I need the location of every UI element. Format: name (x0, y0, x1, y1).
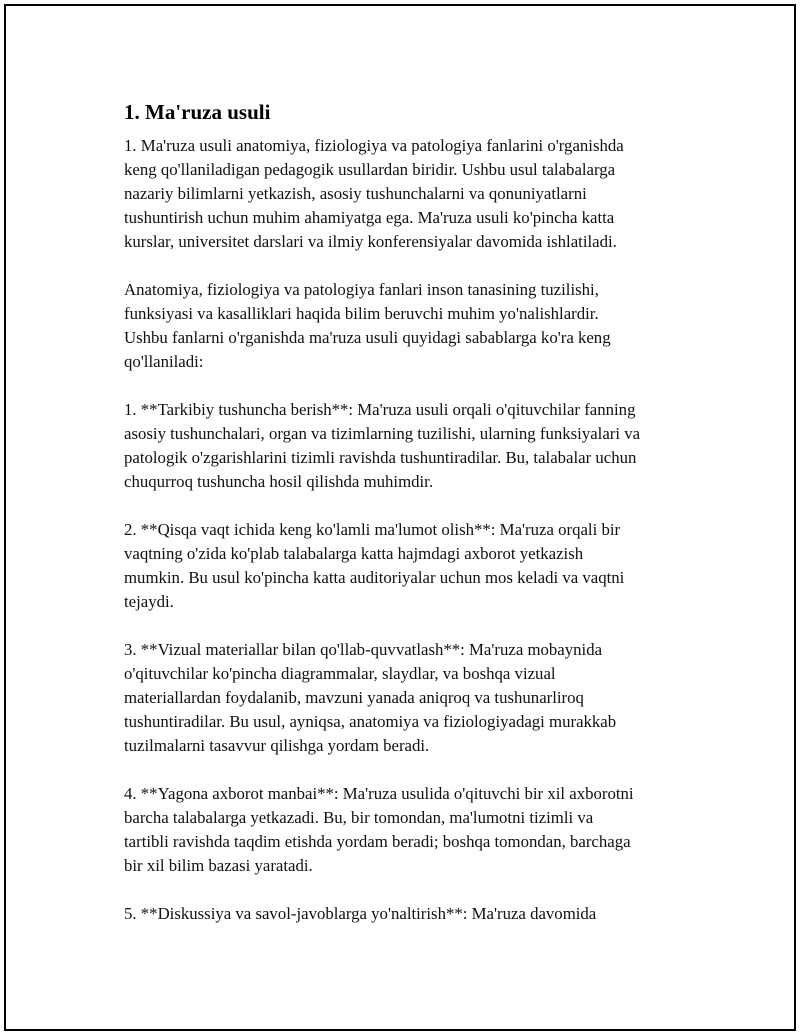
text-line: 4. **Yagona axborot manbai**: Ma'ruza usulida o'qituvchi bir xil axborotni (124, 784, 634, 803)
text-line: tushuntirish uchun muhim ahamiyatga ega. Ma'ruza usuli ko'pincha katta (124, 208, 615, 227)
list-item-4 (124, 782, 704, 878)
text-line: Anatomiya, fiziologiya va patologiya fanlari inson tanasining tuzilishi, (124, 280, 599, 299)
text-line: nazariy bilimlarni yetkazish, asosiy tushunchalarni va qonuniyatlarni (124, 184, 587, 203)
text-line: asosiy tushunchalari, organ va tizimlarning tuzilishi, ularning funksiyalari va (124, 424, 641, 443)
document-title: 1. Ma'ruza usuli (124, 100, 271, 124)
text-line: qo'llaniladi: (124, 352, 204, 371)
text-line: 1. Ma'ruza usuli anatomiya, fiziologiya va patologiya fanlarini o'rganishda (124, 136, 624, 155)
text-line: 3. **Vizual materiallar bilan qo'llab-quvvatlash**: Ma'ruza mobaynida (124, 640, 603, 659)
paragraph-context (124, 278, 704, 374)
text-line: funksiyasi va kasalliklari haqida bilim beruvchi muhim yo'nalishlardir. (124, 304, 599, 323)
text-line: 5. **Diskussiya va savol-javoblarga yo'naltirish**: Ma'ruza davomida (124, 904, 597, 923)
text-line: 1. **Tarkibiy tushuncha berish**: Ma'ruza usuli orqali o'qituvchilar fanning (124, 400, 636, 419)
list-item-3 (124, 638, 704, 758)
text-line: tartibli ravishda taqdim etishda yordam beradi; boshqa tomondan, barchaga (124, 832, 631, 851)
text-line: o'qituvchilar ko'pincha diagrammalar, slaydlar, va boshqa vizual (124, 664, 556, 683)
text-line: barcha talabalarga yetkazadi. Bu, bir tomondan, ma'lumotni tizimli va (124, 808, 594, 827)
text-line: mumkin. Bu usul ko'pincha katta auditoriyalar uchun mos keladi va vaqtni (124, 568, 625, 587)
text-line: bir xil bilim bazasi yaratadi. (124, 856, 313, 875)
list-item-2 (124, 518, 704, 614)
text-line: keng qo'llaniladigan pedagogik usullardan biridir. Ushbu usul talabalarga (124, 160, 616, 179)
list-item-1 (124, 398, 704, 494)
paragraph-intro (124, 134, 704, 254)
text-line: 2. **Qisqa vaqt ichida keng ko'lamli ma'lumot olish**: Ma'ruza orqali bir (124, 520, 621, 539)
text-line: vaqtning o'zida ko'plab talabalarga katta hajmdagi axborot yetkazish (124, 544, 584, 563)
page-frame (4, 4, 796, 1031)
text-line: Ushbu fanlarni o'rganishda ma'ruza usuli quyidagi sabablarga ko'ra keng (124, 328, 611, 347)
text-line: tejaydi. (124, 592, 174, 611)
text-line: patologik o'zgarishlarini tizimli ravishda tushuntiradilar. Bu, talabalar uchun (124, 448, 637, 467)
text-line: materiallardan foydalanib, mavzuni yanada aniqroq va tushunarliroq (124, 688, 584, 707)
text-line: tuzilmalarni tasavvur qilishga yordam beradi. (124, 736, 430, 755)
document-body (124, 99, 704, 950)
text-line: tushuntiradilar. Bu usul, ayniqsa, anatomiya va fiziologiyadagi murakkab (124, 712, 617, 731)
text-line: chuqurroq tushuncha hosil qilishda muhimdir. (124, 472, 434, 491)
list-item-5 (124, 902, 704, 926)
text-line: kurslar, universitet darslari va ilmiy konferensiyalar davomida ishlatiladi. (124, 232, 617, 251)
